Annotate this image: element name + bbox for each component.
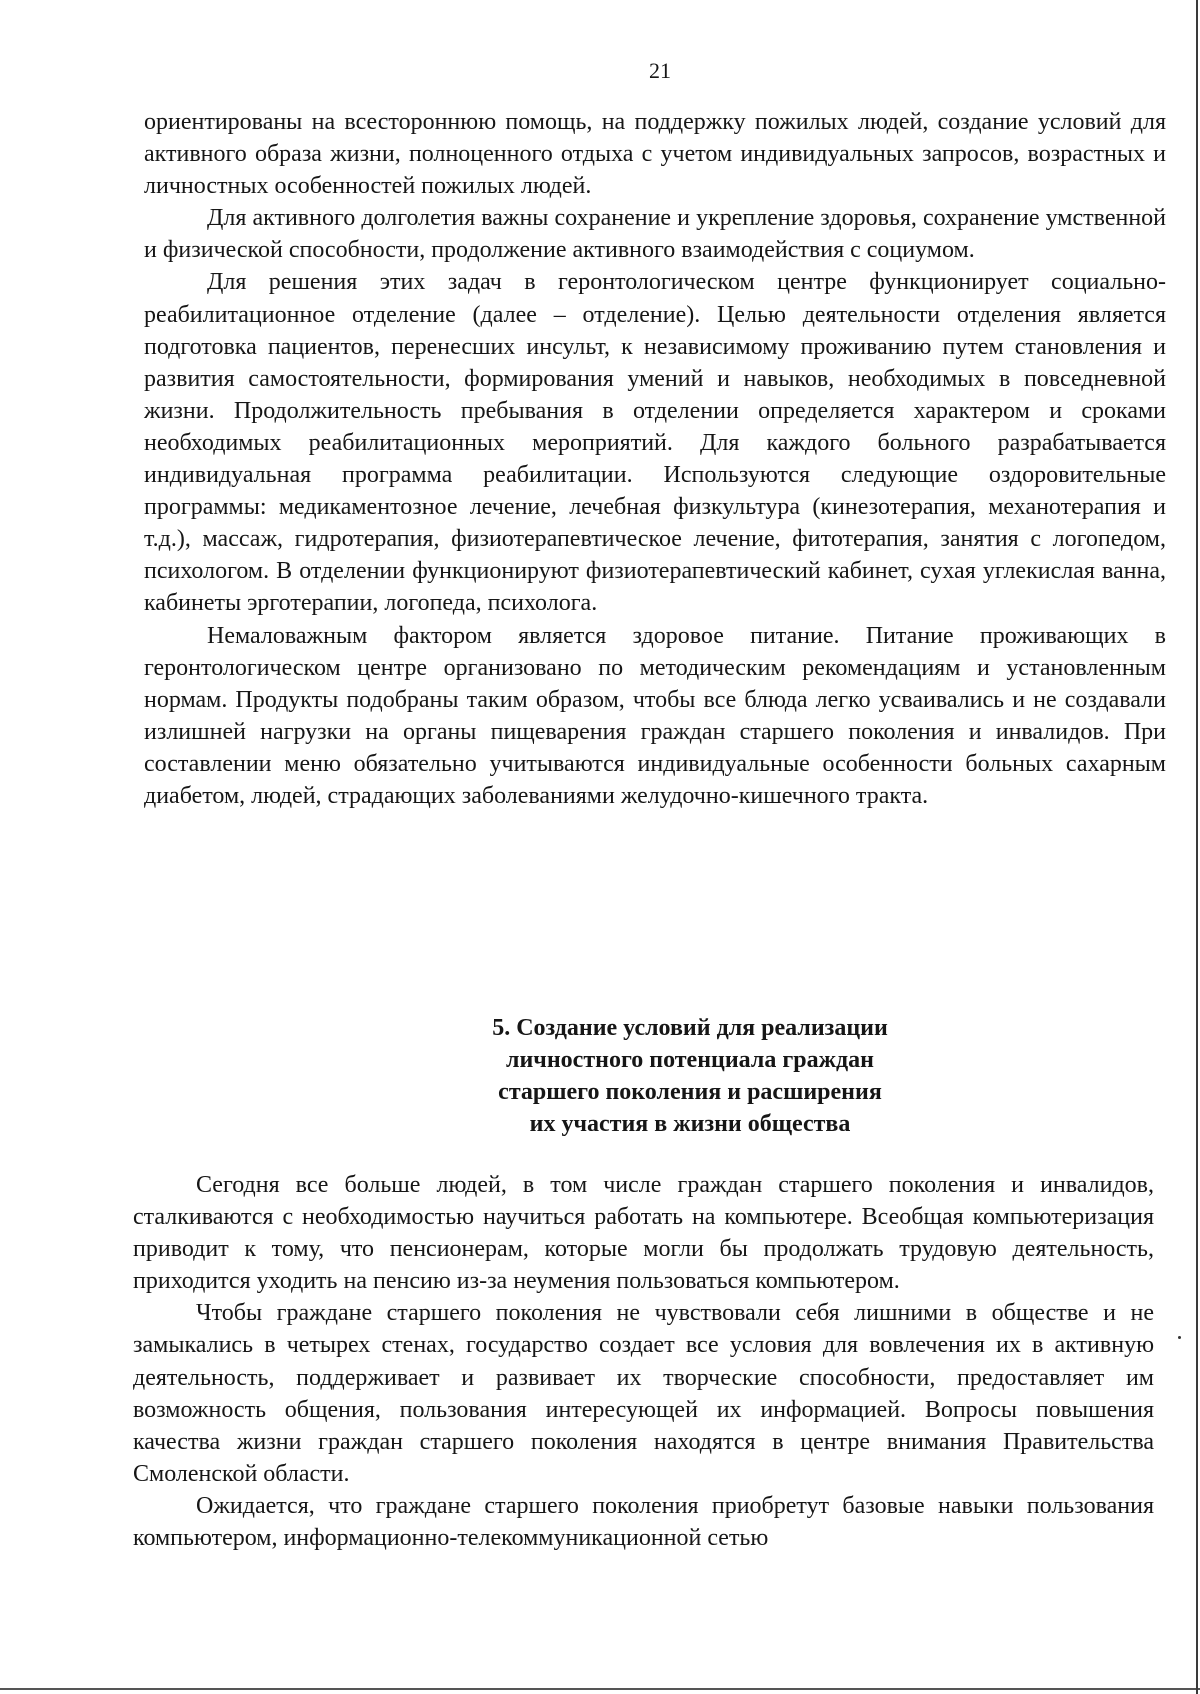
paragraph: Для активного долголетия важны сохранение и укрепление здоровья, сохранение умственной и физической способности, продолжение активного взаимодействия с социумом.: [144, 205, 1166, 264]
paragraph: Немаловажным фактором является здоровое питание. Питание проживающих в геронтологическом центре организовано по методическим рекомендациям и установленным нормам. Продукты подобраны таким образом, чтобы все блюда легко усваивались и не создавали излишней нагрузки на органы пищеварения граждан старшего поколения и инвалидов. При составлении меню обязательно учитываются индивидуальные особенности больных сахарным диабетом, людей, страдающих заболеваниями желудочно-кишечного тракта.: [144, 622, 1166, 809]
section-heading-line: 5. Создание условий для реализации: [492, 1015, 888, 1041]
section-text: [133, 1169, 1154, 1554]
section-heading-line: личностного потенциала граждан: [506, 1047, 874, 1073]
page-number: 21: [649, 58, 671, 83]
scan-border-line: [0, 1688, 1200, 1690]
scan-speck: [1178, 1336, 1181, 1339]
paragraph: Сегодня все больше людей, в том числе граждан старшего поколения и инвалидов, сталкиваются с необходимостью научиться работать на компьютере. Всеобщая компьютеризация приводит к тому, что пенсионерам, которые могли бы продолжать трудовую деятельность, приходится уходить на пенсию из-за неумения пользоваться компьютером.: [133, 1172, 1154, 1295]
intro-text: [144, 106, 1166, 812]
section-heading-line: старшего поколения и расширения: [498, 1079, 882, 1105]
paragraph: ориентированы на всестороннюю помощь, на поддержку пожилых людей, создание условий для активного образа жизни, полноценного отдыха с учетом индивидуальных запросов, возрастных и личностных особенностей пожилых людей.: [144, 109, 1166, 200]
section-heading-line: их участия в жизни общества: [529, 1111, 851, 1137]
paragraph: Чтобы граждане старшего поколения не чувствовали себя лишними в обществе и не замыкались в четырех стенах, государство создает все условия для вовлечения их в активную деятельность, поддерживает и развивает их творческие способности, предоставляет им возможность общения, пользования интересующей их информацией. Вопросы повышения качества жизни граждан старшего поколения находятся в центре внимания Правительства Смоленской области.: [133, 1300, 1154, 1487]
paragraph: Для решения этих задач в геронтологическом центре функционирует социально-реабилитационное отделение (далее – отделение). Целью деятельности отделения является подготовка пациентов, перенесших инсульт, к независимому проживанию путем становления и развития самостоятельности, формирования умений и навыков, необходимых в повседневной жизни. Продолжительность пребывания в отделении определяется характером и сроками необходимых реабилитационных мероприятий. Для каждого больного разрабатывается индивидуальная программа реабилитации. Используются следующие оздоровительные программы: медикаментозное лечение, лечебная физкультура (кинезотерапия, механотерапия и т.д.), массаж, гидротерапия, физиотерапевтическое лечение, фитотерапия, занятия с логопедом, психологом. В отделении функционируют физиотерапевтический кабинет, сухая углекислая ванна, кабинеты эрготерапии, логопеда, психолога.: [144, 269, 1166, 617]
section-heading: [440, 1012, 940, 1140]
scan-edge-line: [1196, 0, 1198, 1694]
paragraph: Ожидается, что граждане старшего поколения приобретут базовые навыки пользования компьютером, информационно-телекоммуникационной сетью: [133, 1492, 1154, 1552]
